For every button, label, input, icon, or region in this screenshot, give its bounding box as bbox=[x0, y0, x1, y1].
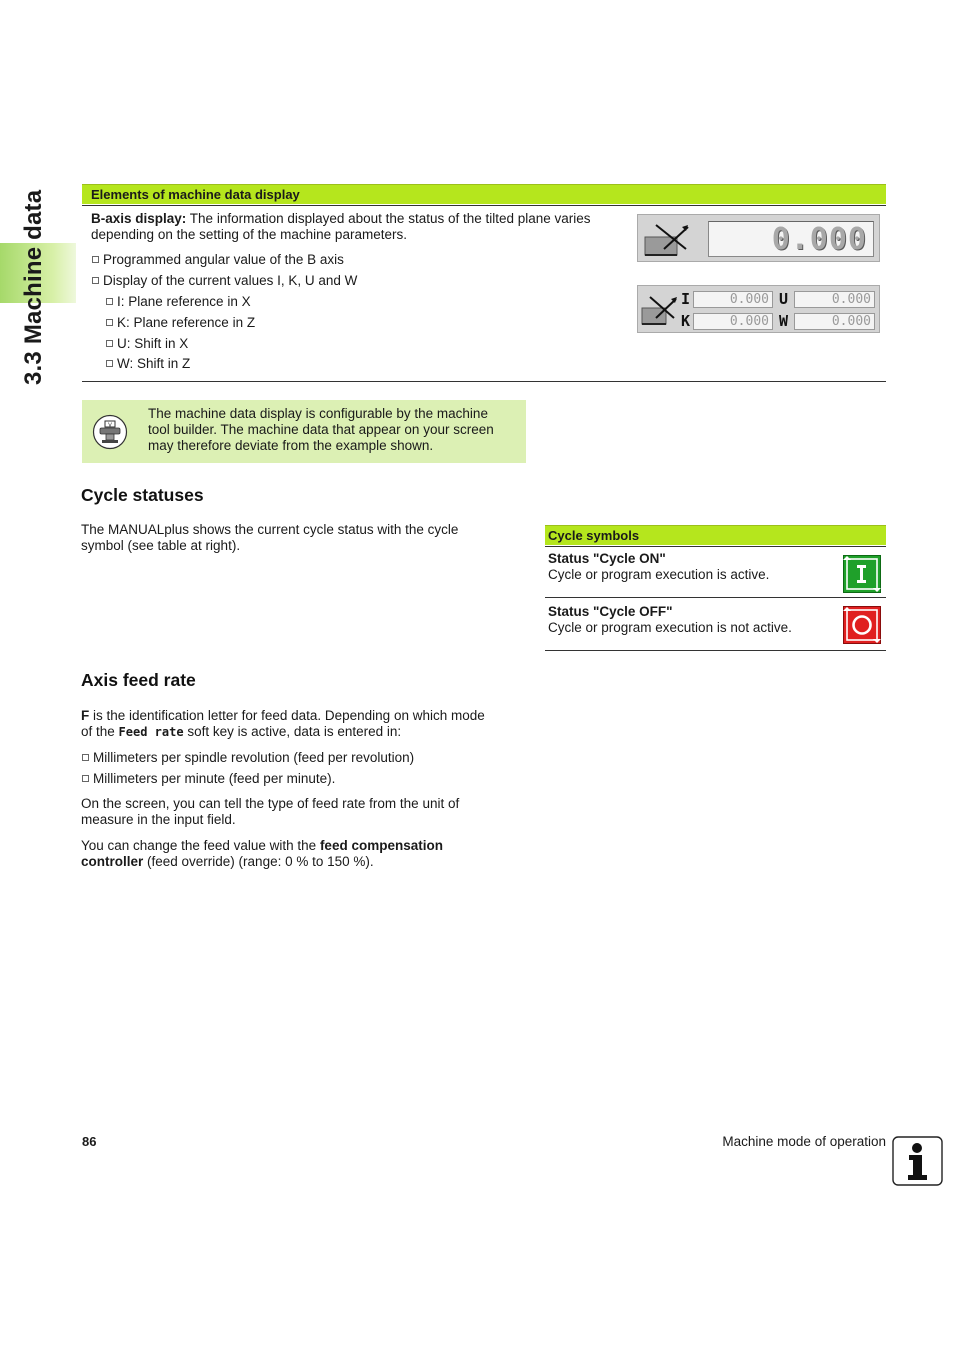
cycle-off-desc: Cycle or program execution is not active. bbox=[548, 620, 792, 635]
baxis-value: 0.000 bbox=[771, 222, 867, 257]
note-box bbox=[82, 400, 526, 463]
controller-term: controller bbox=[81, 854, 144, 869]
list-item-text: Millimeters per minute (feed per minute). bbox=[93, 771, 336, 786]
cycle-on-icon bbox=[843, 555, 881, 593]
i-label: I bbox=[681, 290, 691, 308]
elements-table-header bbox=[82, 184, 886, 204]
cycle-table-header bbox=[545, 525, 886, 545]
u-label: U bbox=[779, 290, 789, 308]
list-item bbox=[82, 750, 414, 766]
note-line: tool builder. The machine data that appear on your screen bbox=[148, 422, 494, 437]
tilted-plane-icon bbox=[642, 221, 694, 257]
k-value: 0.000 bbox=[729, 314, 769, 329]
list-item bbox=[106, 315, 255, 331]
table-divider bbox=[545, 546, 886, 547]
cycle-table-header-label: Cycle symbols bbox=[548, 528, 640, 543]
note-line: may therefore deviate from the example shown. bbox=[148, 438, 434, 453]
side-section-title: 3.3 Machine data bbox=[20, 189, 47, 385]
w-value: 0.000 bbox=[831, 314, 871, 329]
axis-feed-paragraph-1 bbox=[81, 708, 531, 740]
paragraph-line: symbol (see table at right). bbox=[81, 538, 241, 553]
list-item-text: U: Shift in X bbox=[117, 336, 189, 351]
note-text bbox=[148, 406, 520, 454]
table-divider bbox=[82, 205, 886, 206]
u-value: 0.000 bbox=[831, 292, 871, 307]
footer-section-title: Machine mode of operation bbox=[722, 1134, 886, 1149]
cycle-on-row bbox=[548, 551, 828, 583]
paragraph-line: The MANUALplus shows the current cycle status with the cycle bbox=[81, 522, 459, 537]
ikuw-display-screenshot bbox=[637, 285, 880, 333]
table-divider bbox=[545, 597, 886, 598]
info-icon bbox=[892, 1136, 943, 1186]
list-item-text: Programmed angular value of the B axis bbox=[103, 252, 344, 267]
list-item-text: W: Shift in Z bbox=[117, 356, 191, 371]
list-item bbox=[92, 252, 344, 268]
cycle-off-row bbox=[548, 604, 838, 636]
paragraph-text: You can change the feed value with the bbox=[81, 838, 320, 853]
cycle-statuses-heading: Cycle statuses bbox=[81, 485, 204, 505]
table-bottom-rule bbox=[82, 381, 886, 382]
elements-table-header-label: Elements of machine data display bbox=[91, 187, 300, 202]
baxis-text-2: depending on the setting of the machine parameters. bbox=[91, 227, 407, 242]
tilted-plane-icon bbox=[640, 294, 680, 326]
axis-feed-paragraph-2 bbox=[81, 796, 531, 828]
k-value-field bbox=[693, 313, 773, 330]
cycle-statuses-text bbox=[81, 522, 531, 554]
paragraph-text: of the bbox=[81, 724, 119, 739]
list-item-text: K: Plane reference in Z bbox=[117, 315, 256, 330]
cycle-off-title: Status "Cycle OFF" bbox=[548, 604, 673, 619]
svg-text:V: V bbox=[108, 422, 112, 429]
paragraph-line: On the screen, you can tell the type of feed rate from the unit of bbox=[81, 796, 460, 811]
paragraph-text: soft key is active, data is entered in: bbox=[183, 724, 402, 739]
paragraph-text: is the identification letter for feed data. Depending on which mode bbox=[89, 708, 485, 723]
list-item bbox=[106, 356, 190, 372]
axis-feed-heading: Axis feed rate bbox=[81, 670, 196, 690]
w-label: W bbox=[779, 312, 789, 330]
paragraph-line: measure in the input field. bbox=[81, 812, 236, 827]
paragraph-text: (feed override) (range: 0 % to 150 %). bbox=[143, 854, 374, 869]
i-value: 0.000 bbox=[729, 292, 769, 307]
k-label: K bbox=[681, 312, 691, 330]
i-value-field bbox=[693, 291, 773, 308]
table-bottom-rule bbox=[545, 650, 886, 651]
machine-note-icon bbox=[92, 414, 128, 450]
baxis-text-1: The information displayed about the status of the tilted plane varies bbox=[186, 211, 591, 226]
axis-feed-paragraph-3 bbox=[81, 838, 531, 870]
feed-letter: F bbox=[81, 708, 90, 723]
list-item bbox=[106, 336, 188, 352]
cycle-on-title: Status "Cycle ON" bbox=[548, 551, 666, 566]
u-value-field bbox=[794, 291, 875, 308]
w-value-field bbox=[794, 313, 875, 330]
baxis-value-field bbox=[708, 221, 874, 257]
note-line: The machine data display is configurable by the machine bbox=[148, 406, 488, 421]
feed-compensation-term: feed compensation bbox=[319, 838, 443, 853]
list-item-text: Display of the current values I, K, U and W bbox=[103, 273, 358, 288]
baxis-label: B-axis display: bbox=[91, 211, 187, 226]
baxis-display-screenshot bbox=[637, 214, 880, 262]
cycle-on-desc: Cycle or program execution is active. bbox=[548, 567, 770, 582]
cycle-off-icon bbox=[843, 606, 881, 644]
list-item bbox=[106, 294, 251, 310]
list-item-text: I: Plane reference in X bbox=[117, 294, 251, 309]
list-item bbox=[82, 771, 335, 787]
baxis-description bbox=[91, 211, 621, 243]
feed-rate-softkey-label: Feed rate bbox=[118, 725, 184, 739]
page-number: 86 bbox=[82, 1134, 97, 1149]
list-item-text: Millimeters per spindle revolution (feed per revolution) bbox=[93, 750, 415, 765]
list-item bbox=[92, 273, 357, 289]
